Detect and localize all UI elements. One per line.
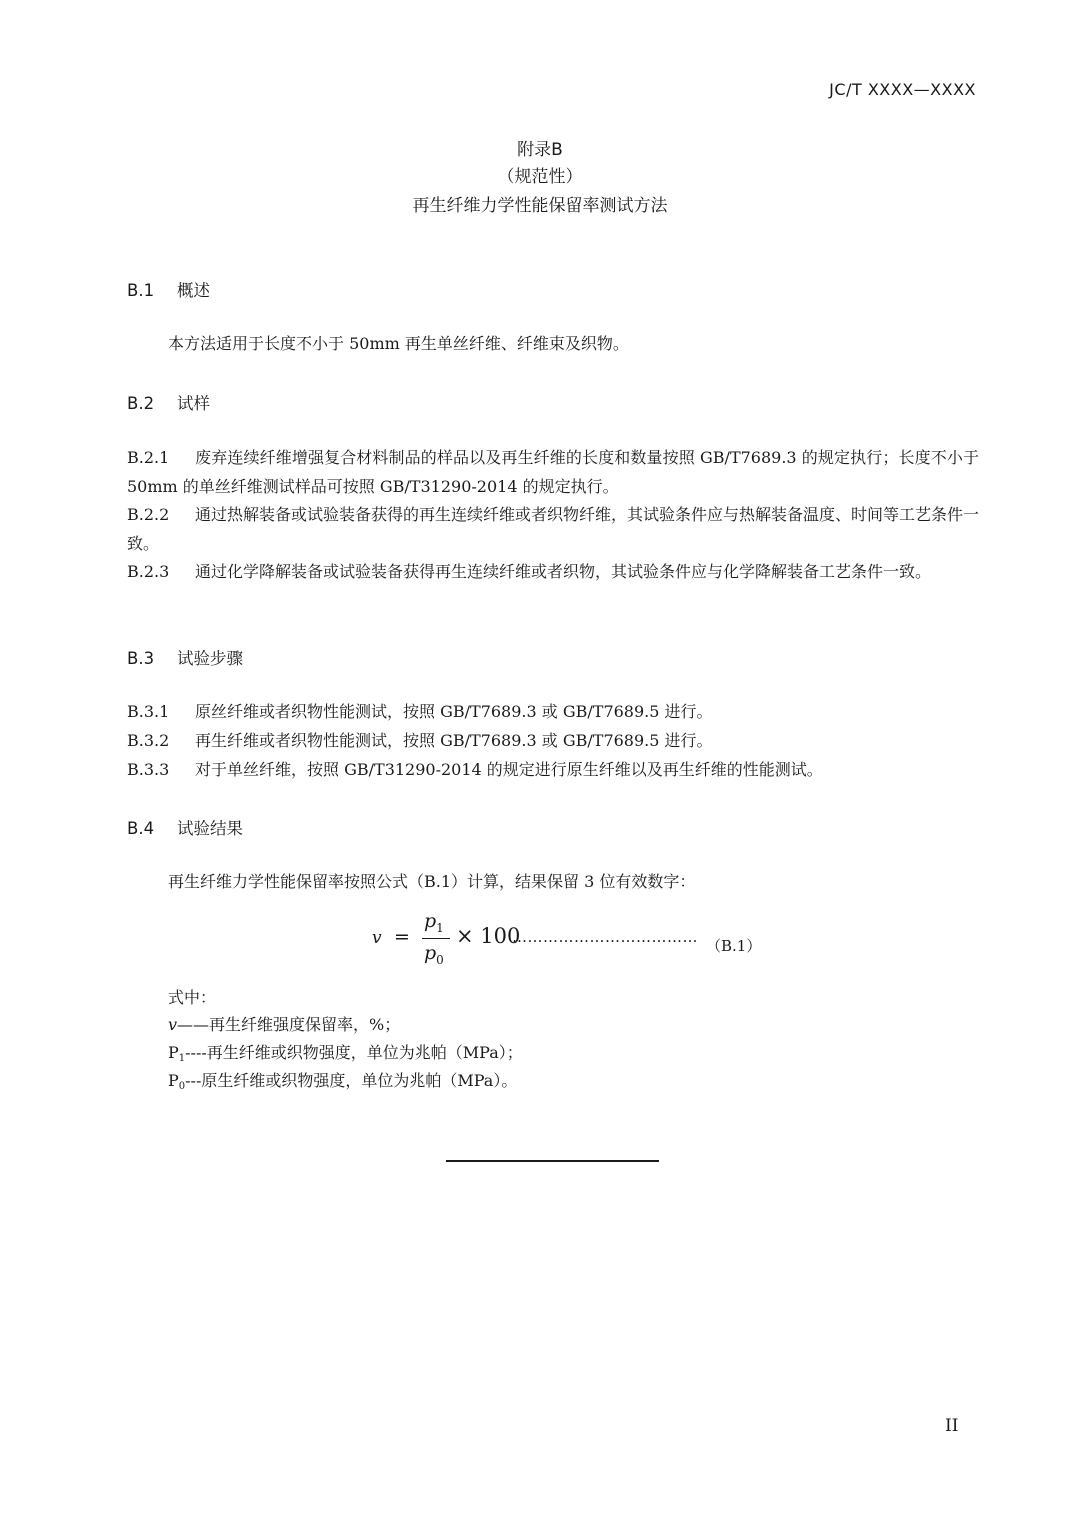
legend-symbol: v [168, 1015, 178, 1034]
clause-number: B.3.3 [127, 760, 170, 779]
clause-text: 通过化学降解装备或试验装备获得再生连续纤维或者织物，其试验条件应与化学降解装备工艺条件一致。 [195, 562, 932, 581]
formula-times-100: × 100 [456, 924, 521, 948]
formula-lhs: v [372, 928, 382, 948]
b4-body: 再生纤维力学性能保留率按照公式（B.1）计算，结果保留 3 位有效数字： [168, 872, 696, 891]
clause-text: 对于单丝纤维，按照 GB/T31290-2014 的规定进行原生纤维以及再生纤维的性能测试。 [195, 760, 823, 779]
section-heading-b2 [127, 390, 210, 414]
legend-text: ----再生纤维或织物强度，单位为兆帕（MPa）； [185, 1043, 523, 1062]
page-number: II [945, 1416, 959, 1436]
appendix-title: 再生纤维力学性能保留率测试方法 [412, 196, 668, 216]
section-title: 试验步骤 [177, 649, 243, 668]
legend-text: ---原生纤维或织物强度，单位为兆帕（MPa）。 [185, 1071, 518, 1090]
legend-text: ——再生纤维强度保留率，%； [177, 1015, 401, 1034]
section-number: B.3 [127, 649, 155, 668]
section-title: 概述 [177, 281, 210, 300]
legend-subscript: 0 [178, 1081, 186, 1092]
clause-text: 再生纤维或者织物性能测试，按照 GB/T7689.3 或 GB/T7689.5 进行。 [195, 731, 713, 750]
formula-reference: （B.1） [706, 937, 762, 955]
end-rule [446, 1160, 659, 1162]
section-heading-b1 [127, 277, 210, 301]
clause-b31 [127, 697, 979, 726]
section-number: B.2 [127, 394, 155, 413]
document-code: JC/T XXXX—XXXX [829, 80, 976, 99]
formula-equals: = [394, 926, 410, 948]
clause-b22 [127, 500, 979, 558]
section-number: B.1 [127, 281, 155, 300]
section-heading-b3 [127, 645, 243, 669]
clause-b32 [127, 726, 979, 755]
section-heading-b4 [127, 815, 243, 839]
section-title: 试验结果 [177, 819, 243, 838]
clause-text: 废弃连续纤维增强复合材料制品的样品以及再生纤维的长度和数量按照 GB/T7689.3 的规定执行；长度不小于 50mm 的单丝纤维测试样品可按照 GB/T31290-2014 的规定执行。 [127, 448, 979, 496]
b1-body: 本方法适用于长度不小于 50mm 再生单丝纤维、纤维束及织物。 [168, 334, 629, 353]
section-title: 试样 [177, 394, 210, 413]
fraction-bar [422, 938, 450, 939]
clause-number: B.3.2 [127, 731, 170, 750]
formula-b1 [372, 910, 792, 970]
legend-subscript: 1 [178, 1053, 186, 1064]
clause-text: 原丝纤维或者织物性能测试，按照 GB/T7689.3 或 GB/T7689.5 进行。 [195, 702, 713, 721]
clause-number: B.3.1 [127, 702, 170, 721]
clause-b21 [127, 443, 979, 501]
legend-intro: 式中： [168, 988, 217, 1007]
clause-b33 [127, 755, 979, 784]
clause-text: 通过热解装备或试验装备获得的再生连续纤维或者织物纤维，其试验条件应与热解装备温度、时间等工艺条件一致。 [127, 505, 980, 553]
clause-b23 [127, 557, 979, 586]
appendix-label: 附录B [517, 140, 563, 160]
appendix-type: （规范性） [497, 167, 583, 187]
formula-leader-dots: ……………………………… [512, 928, 698, 946]
formula-numerator: $p_1$ [424, 910, 444, 935]
clause-number: B.2.3 [127, 562, 170, 581]
legend-item-p0 [168, 1066, 980, 1101]
clause-number: B.2.2 [127, 505, 170, 524]
clause-number: B.2.1 [127, 448, 170, 467]
section-number: B.4 [127, 819, 155, 838]
legend-item-v [168, 1010, 980, 1039]
legend-symbol: P [168, 1043, 179, 1062]
legend-symbol: P [168, 1071, 179, 1090]
formula-denominator: $p_0$ [424, 942, 444, 967]
